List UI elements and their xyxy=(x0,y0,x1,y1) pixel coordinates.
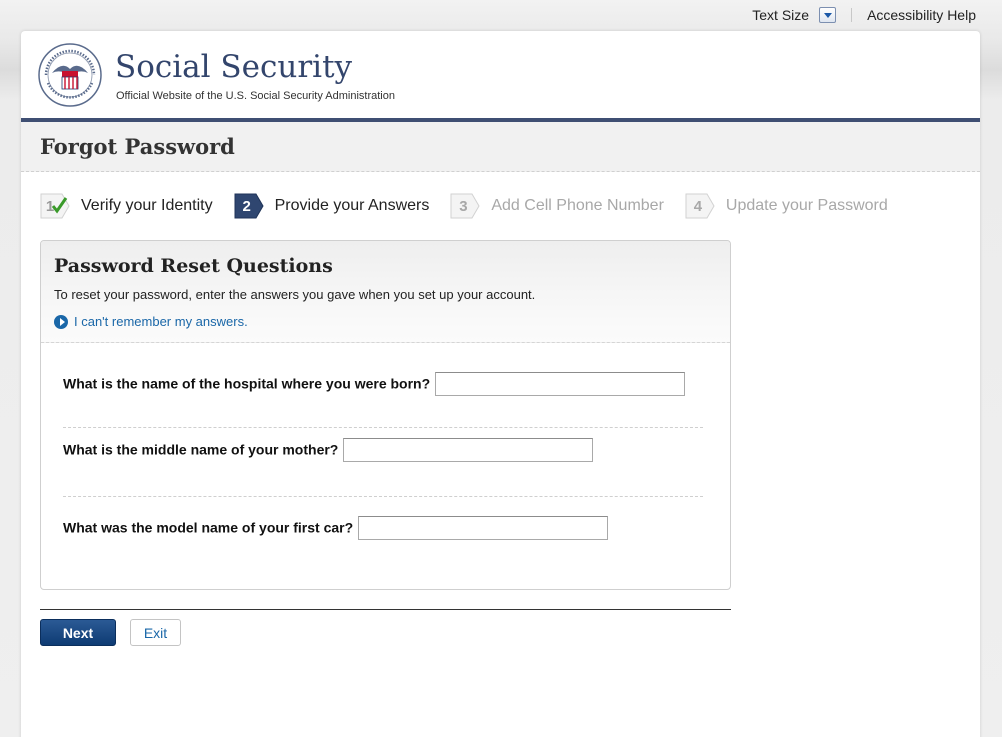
panel-title: Password Reset Questions xyxy=(54,255,333,277)
step-badge-icon xyxy=(40,193,70,219)
chevron-down-icon xyxy=(824,13,832,18)
utility-bar xyxy=(752,0,976,30)
page-title-band xyxy=(21,122,980,172)
progress-steps xyxy=(40,191,909,221)
site-subtitle: Official Website of the U.S. Social Security Administration xyxy=(116,90,395,102)
step-update-password xyxy=(685,193,888,219)
question-mother-middle-name xyxy=(63,434,703,462)
step-verify-identity xyxy=(40,193,213,219)
site-header xyxy=(21,31,980,122)
question-first-car xyxy=(63,512,703,540)
text-size-control[interactable] xyxy=(752,7,836,23)
step-provide-answers xyxy=(234,193,430,219)
step-2-label: Provide your Answers xyxy=(274,197,430,214)
site-title: Social Security xyxy=(115,49,353,85)
step-4-badge xyxy=(685,193,715,219)
question-3-answer-input[interactable] xyxy=(358,516,608,540)
cant-remember-answers-link[interactable] xyxy=(54,314,717,329)
actions-divider xyxy=(40,609,731,610)
question-2-label: What is the middle name of your mother? xyxy=(63,441,339,458)
step-1-label: Verify your Identity xyxy=(81,197,213,214)
step-2-badge xyxy=(234,193,264,219)
utility-divider xyxy=(851,8,852,22)
step-3-number: 3 xyxy=(459,197,468,215)
question-3-label: What was the model name of your first car? xyxy=(63,519,354,536)
arrow-right-circle-icon xyxy=(54,315,68,329)
step-3-label: Add Cell Phone Number xyxy=(491,197,664,214)
step-add-cell-phone xyxy=(450,193,664,219)
panel-description: To reset your password, enter the answers you gave when you set up your account. xyxy=(54,287,536,302)
reset-questions-panel xyxy=(40,240,731,590)
page-title: Forgot Password xyxy=(40,134,235,159)
question-divider xyxy=(63,427,703,428)
question-1-label: What is the name of the hospital where you were born? xyxy=(63,375,431,392)
question-hospital xyxy=(63,368,703,396)
page-container xyxy=(21,31,980,737)
text-size-label: Text Size xyxy=(752,7,810,23)
next-button[interactable]: Next xyxy=(40,619,116,646)
question-divider xyxy=(63,496,703,497)
accessibility-help-link[interactable]: Accessibility Help xyxy=(867,7,976,23)
cant-remember-answers-text[interactable]: I can't remember my answers. xyxy=(74,314,248,329)
step-4-label: Update your Password xyxy=(725,197,888,214)
exit-button[interactable]: Exit xyxy=(130,619,181,646)
question-2-answer-input[interactable] xyxy=(343,438,593,462)
step-3-badge xyxy=(450,193,480,219)
panel-header xyxy=(41,241,730,343)
text-size-dropdown-button[interactable] xyxy=(819,7,836,23)
step-4-number: 4 xyxy=(693,197,703,215)
step-1-badge xyxy=(40,193,70,219)
step-1-number: 1 xyxy=(45,197,55,215)
question-1-answer-input[interactable] xyxy=(435,372,685,396)
ssa-seal-icon xyxy=(38,43,102,107)
step-2-number: 2 xyxy=(242,197,251,215)
